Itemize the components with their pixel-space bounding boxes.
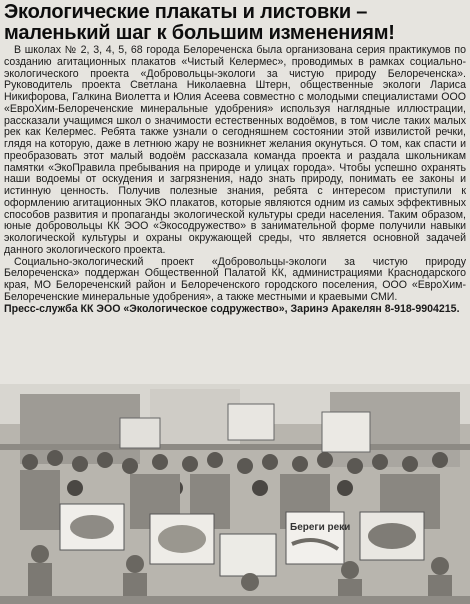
- poster-back-1: [228, 404, 274, 440]
- poster-caption: Береги реки: [290, 522, 351, 533]
- group-photo-illustration: [0, 384, 470, 604]
- poster-front-3: [220, 534, 276, 576]
- group-photo: [0, 384, 470, 604]
- headline: Экологические плакаты и листовки – маленький шаг к большим изменениям!: [4, 1, 395, 44]
- article-body: [4, 45, 466, 380]
- article-paragraph-2: Социально-экологический проект «Добровольцы-экологи за чистую природу Белореченска» поддержан Общественной Палатой КК, администрациями Краснодарского края, МО Белореченский район и Белореченского городского поселения, ООО «ЕвроХим-Белореченские минеральные удобрения», а также местными и краевыми СМИ.: [4, 255, 466, 303]
- article-paragraph-1: В школах № 2, 3, 4, 5, 68 города Белореченска была организована серия практикумов по созданию агитационных плакатов «Чистый Келермес», проводимых в рамках социально-экологического проекта «Добровольцы-экологи за чистую природу Белореченска». Руководитель проекта Светлана Николаевна Штерн, общественные экологи Лариса Никифорова, Галкина Виолетта и Юлия Асеева совместно с молодыми специалистами ООО «ЕвроХим-Белореченские минеральные удобрения» используя наглядные иллюстрации, рассказали учащимся школ о значимости естественных водоёмов, в том числе таких малых рек как Келермес. Ребята также узнали о сегодняшнем состоянии этой извилистой речки, глядя на которую, даже в летнюю жару не возникнет желания окунуться. О том, как спасти и преобразовать этот малый водоём рассказала команда проекта и раздала школьникам памятки «ЭкоПравила пребывания на природе и улицах города». Чтобы успешно охранять наши водоемы от оскудения и загрязнения, надо знать природу, понимать ее законы и истинную ценность. Получив полезные знания, ребята с интересом приступили к оформлению агитационных ЭКО плакатов, которые являются одним из самых эффективных способов развития и пропаганды экологической культуры среди населения. Таким образом, юные добровольцы КК ЭОО «Экосодружество» в занимательной форме получили навыки экологической культуры и охраны окружающей среды, что является основной задачей данного экологического проекта.: [4, 45, 466, 256]
- press-credit: Пресс-служба КК ЭОО «Экологическое содружество», Заринэ Аракелян 8-918-9904215.: [4, 302, 460, 315]
- poster-beregi-reki: [286, 512, 344, 564]
- poster-back-2: [322, 412, 370, 452]
